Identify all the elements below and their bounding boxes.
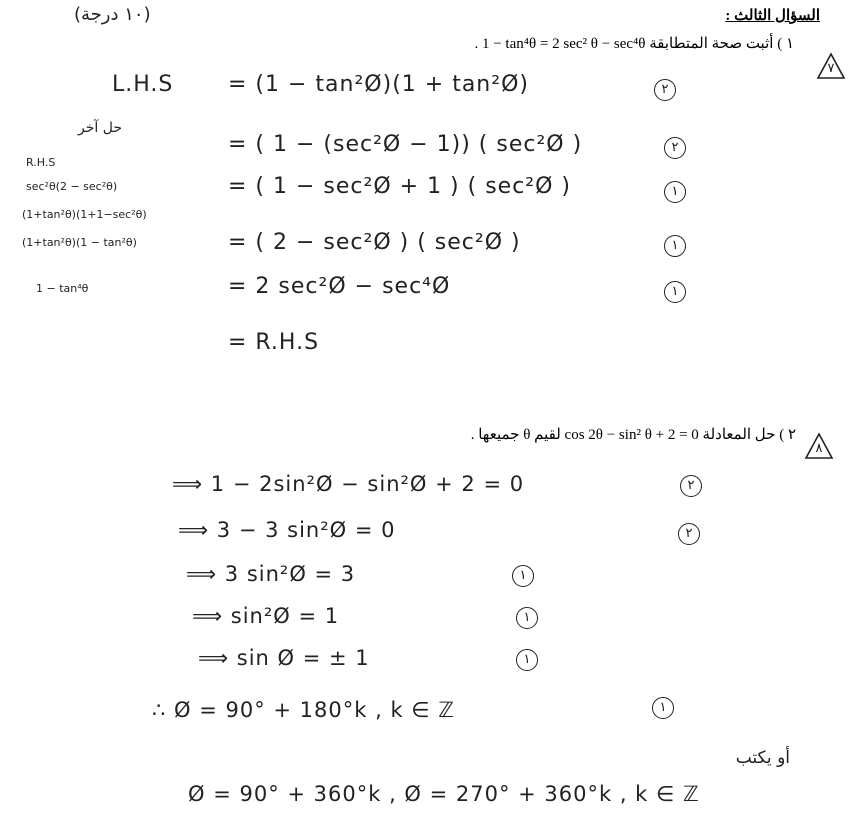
part2-step-5: ⟹ sin Ø = ± 1	[198, 646, 370, 670]
part1-step-1: = (1 − tan²Ø)(1 + tan²Ø)	[228, 72, 529, 97]
mark-circle: ١	[512, 565, 534, 587]
mark-circle: ٢	[680, 475, 702, 497]
part1-step-4: = ( 2 − sec²Ø ) ( sec²Ø )	[228, 230, 521, 255]
total-marks: (١٠ درجة)	[74, 4, 151, 25]
alt-line: (1+tan²θ)(1+1−sec²θ)	[22, 208, 147, 221]
mark-circle: ١	[516, 607, 538, 629]
mark-circle: ١	[664, 281, 686, 303]
part1-identity: . 1 − tan⁴θ = 2 sec² θ − sec⁴θ	[474, 36, 646, 52]
alt-line: R.H.S	[26, 156, 56, 169]
part1-instruction: أثبت صحة المتطابقة	[649, 36, 774, 52]
part1-weight-triangle	[816, 52, 846, 80]
mark-circle: ١	[664, 181, 686, 203]
part1-weight: ٧	[827, 61, 835, 76]
or-write-label: أو يكتب	[735, 748, 790, 768]
alt-line: sec²θ(2 − sec²θ)	[26, 180, 118, 193]
part1-step-2: = ( 1 − (sec²Ø − 1)) ( sec²Ø )	[228, 132, 583, 157]
part2-heading	[471, 425, 796, 444]
mark-circle: ١	[664, 235, 686, 257]
part2-step-4: ⟹ sin²Ø = 1	[192, 604, 340, 628]
part2-weight: ٨	[815, 441, 823, 456]
alt-solution-label: حل آخر	[78, 120, 122, 136]
part1-number: ١ )	[777, 36, 794, 52]
part1-step-5: = 2 sec²Ø − sec⁴Ø	[228, 274, 451, 299]
part1-step-lhs: L.H.S	[112, 72, 174, 97]
part2-step-1: ⟹ 1 − 2sin²Ø − sin²Ø + 2 = 0	[172, 472, 525, 496]
part2-step-6: ∴ Ø = 90° + 180°k , k ∈ ℤ	[152, 698, 455, 722]
part1-heading	[474, 34, 794, 53]
question-title: السؤال الثالث :	[725, 8, 820, 24]
part1-step-3: = ( 1 − sec²Ø + 1 ) ( sec²Ø )	[228, 174, 572, 199]
alt-line: (1+tan²θ)(1 − tan²θ)	[22, 236, 137, 249]
mark-circle: ١	[652, 697, 674, 719]
part2-suffix: لقيم θ جميعها .	[470, 427, 561, 443]
mark-circle: ١	[516, 649, 538, 671]
alt-line: 1 − tan⁴θ	[36, 282, 89, 295]
alternative-solution: Ø = 90° + 360°k , Ø = 270° + 360°k , k ∈ ℤ	[188, 782, 700, 806]
mark-circle: ٢	[664, 137, 686, 159]
mark-circle: ٢	[678, 523, 700, 545]
part1-step-6: = R.H.S	[228, 330, 320, 355]
mark-circle: ٢	[654, 79, 676, 101]
part2-instruction: حل المعادلة	[702, 427, 776, 443]
part2-weight-triangle	[804, 432, 834, 460]
part2-equation: cos 2θ − sin² θ + 2 = 0	[564, 427, 699, 443]
part2-step-3: ⟹ 3 sin²Ø = 3	[186, 562, 356, 586]
part2-step-2: ⟹ 3 − 3 sin²Ø = 0	[178, 518, 396, 542]
part2-number: ٢ )	[779, 427, 796, 443]
